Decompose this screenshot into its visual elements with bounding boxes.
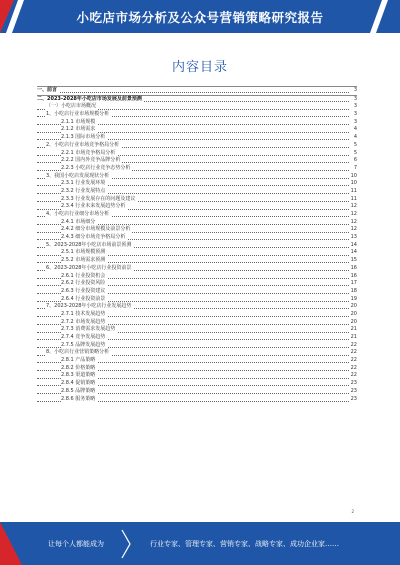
toc-entry-label: 5、2023-2028年小吃店市场前景预测: [46, 241, 132, 248]
toc-entry-label: 2.2.1 市场竞争格局分析: [61, 149, 116, 156]
toc-entry[interactable]: [37, 103, 357, 111]
toc-entry-label: 2.2.2 国内外竞争品牌分析: [61, 157, 121, 164]
toc-entry-page: 23: [350, 387, 357, 394]
toc-entry-page: 10: [350, 172, 357, 179]
toc-entry-label: 2.6.4 行业投资前景: [61, 295, 106, 302]
page-number: 2: [351, 509, 354, 514]
toc-entry-label: 2.4.1 市场细分: [61, 218, 96, 225]
toc-entry-label: 二、2023-2028年小吃店市场发展及前景预测: [37, 95, 142, 102]
toc-entry[interactable]: [37, 311, 357, 319]
toc-entry-label: 2.8.3 渠道策略: [61, 372, 96, 379]
footer-slogan-right: 行业专家、管理专家、营销专家、战略专家、成功企业家……: [150, 540, 339, 548]
toc-entry-page: 3: [349, 87, 357, 95]
toc-entry-label: 6、2023-2028年小吃店行业投资前景: [46, 264, 132, 271]
toc-entry-label: 2.4.3 细分市场竞争格局分析: [61, 234, 126, 241]
toc-entry[interactable]: [37, 203, 357, 211]
toc-entry-page: 5: [349, 150, 357, 158]
toc-entry-page: 23: [350, 395, 357, 402]
toc-entry-page: 23: [350, 380, 357, 387]
page-header: [0, 0, 400, 33]
toc-entry-label: 2.7.5 品牌发展趋势: [61, 341, 106, 348]
toc-entry-label: 2.7.1 技术发展趋势: [61, 310, 106, 317]
toc-entry-label: 2.6.3 行业投资建议: [61, 287, 106, 294]
toc-entry-page: 5: [349, 142, 357, 150]
toc-entry-label: 2.5.2 市场需求预测: [61, 257, 106, 264]
toc-entry-label: 2.1.2 市场需求: [61, 126, 96, 133]
toc-entry[interactable]: [37, 211, 357, 219]
toc-entry[interactable]: [37, 234, 357, 242]
toc-entry-page: 22: [350, 357, 357, 364]
toc-entry[interactable]: [37, 249, 357, 257]
toc-entry-label: 2.3.3 行业发展存在的问题及建议: [61, 195, 136, 202]
toc-entry[interactable]: [37, 372, 357, 380]
toc-entry[interactable]: [37, 326, 357, 334]
toc-entry-page: 17: [350, 280, 357, 287]
toc-entry[interactable]: [37, 165, 357, 173]
toc-entry-page: 15: [350, 257, 357, 264]
toc-entry-label: 2.6.1 行业投资机会: [61, 272, 106, 279]
page-footer: [0, 522, 400, 565]
toc-entry-label: 2.2.3 小吃店行业竞争态势分析: [61, 164, 131, 171]
toc-entry-label: 一、前言: [37, 87, 58, 93]
toc-entry-page: 4: [349, 134, 357, 142]
toc-entry[interactable]: [37, 334, 357, 342]
toc-entry-label: 2.7.2 市场发展趋势: [61, 318, 106, 325]
toc-entry-page: 11: [350, 195, 357, 202]
toc-entry-page: 13: [350, 234, 357, 241]
toc-entry[interactable]: [37, 280, 357, 288]
toc-entry-page: 10: [350, 180, 357, 187]
toc-entry-page: 4: [349, 126, 357, 134]
toc-entry-label: 2、小吃店行业市场竞争格局分析: [46, 141, 120, 148]
toc-entry-page: 22: [350, 372, 357, 379]
toc-entry[interactable]: [37, 288, 357, 296]
toc-entry-page: 14: [350, 241, 357, 248]
toc-entry-page: 3: [349, 119, 357, 127]
toc-entry[interactable]: [37, 142, 357, 150]
toc-entry-label: 2.4.2 细分市场规模及前景分析: [61, 226, 131, 233]
toc-entry-page: 14: [350, 249, 357, 256]
toc-entry-label: 2.8.4 促销策略: [61, 380, 96, 387]
toc-entry-label: 2.3.4 行业未来发展趋势分析: [61, 203, 126, 210]
toc-entry-label: 2.8.2 价格策略: [61, 364, 96, 371]
toc-entry-label: 7、2023-2028年小吃店行业发展趋势: [46, 303, 132, 310]
toc-leader-dots: [37, 92, 349, 93]
toc-entry[interactable]: [37, 357, 357, 365]
toc-entry[interactable]: [37, 86, 357, 95]
toc-entry-label: 4、小吃店行业细分市场分析: [46, 211, 110, 217]
toc-entry-label: 2.8.6 服务策略: [61, 395, 96, 402]
toc-entry-page: 12: [350, 226, 357, 233]
toc-entry-label: 2.8.5 品牌策略: [61, 387, 96, 394]
toc-entry-page: 12: [350, 211, 357, 217]
toc-entry-label: 2.3.2 行业发展特点: [61, 187, 106, 194]
toc-entry-label: 2.3.1 行业发展环境: [61, 180, 106, 187]
toc-entry[interactable]: [37, 134, 357, 142]
toc-entry-label: 2.1.1 市场规模: [61, 118, 96, 125]
toc-entry-page: 12: [350, 203, 357, 210]
toc-entry-label: （一）小吃店市场概况: [46, 103, 97, 110]
toc-entry[interactable]: [37, 396, 357, 404]
footer-slogan-left: 让每个人都能成为: [48, 540, 104, 548]
toc-entry-page: 20: [350, 318, 357, 325]
toc-entry-page: 16: [350, 264, 357, 271]
toc-entry-page: 3: [349, 111, 357, 119]
toc-entry-page: 20: [350, 303, 357, 310]
toc-entry-page: 22: [350, 349, 357, 356]
toc-entry-page: 21: [350, 326, 357, 333]
toc-entry-page: 19: [350, 295, 357, 302]
toc-entry-label: 1、小吃店行业市场规模分析: [46, 111, 110, 118]
toc-entry-label: 2.1.3 国际市场分析: [61, 134, 106, 141]
toc-entry[interactable]: [37, 188, 357, 196]
toc-entry[interactable]: [37, 180, 357, 188]
toc-entry-page: 22: [350, 341, 357, 348]
toc-entry-page: 16: [350, 272, 357, 279]
toc-entry-page: 21: [350, 334, 357, 340]
toc-heading: 内容目录: [171, 60, 228, 75]
toc-entry[interactable]: [37, 157, 357, 165]
table-of-contents: [37, 86, 357, 403]
toc-entry-page: 18: [350, 287, 357, 294]
toc-entry-label: 3、我国小吃店发展现状分析: [46, 172, 110, 179]
toc-entry-label: 2.5.1 市场规模预测: [61, 249, 106, 256]
toc-entry-label: 2.8.1 产品策略: [61, 357, 96, 364]
toc-entry-label: 2.7.4 竞争发展趋势: [61, 334, 106, 340]
report-title: 小吃店市场分析及公众号营销策略研究报告: [76, 10, 324, 25]
toc-entry[interactable]: [37, 388, 357, 396]
toc-entry[interactable]: [37, 111, 357, 119]
toc-entry[interactable]: [37, 265, 357, 273]
toc-entry[interactable]: [37, 126, 357, 134]
toc-entry-page: 22: [350, 364, 357, 371]
toc-entry-label: 8、小吃店行业营销策略分析: [46, 349, 110, 356]
toc-entry-label: 2.6.2 行业投资风险: [61, 280, 106, 287]
toc-entry-page: 11: [350, 187, 357, 194]
toc-entry[interactable]: [37, 303, 357, 311]
toc-entry[interactable]: [37, 349, 357, 357]
toc-entry-page: 6: [349, 157, 357, 165]
toc-entry-page: 12: [350, 218, 357, 225]
chevron-right-icon: [121, 529, 131, 559]
toc-entry-page: 3: [349, 103, 357, 111]
toc-entry-page: 7: [349, 165, 357, 173]
toc-entry[interactable]: [37, 257, 357, 265]
toc-entry-page: 3: [349, 96, 357, 104]
toc-entry-label: 2.7.3 消费需求发展趋势: [61, 326, 116, 333]
toc-entry[interactable]: [37, 226, 357, 234]
toc-entry-page: 20: [350, 310, 357, 317]
footer-red-accent: [0, 522, 22, 565]
toc-entry[interactable]: [37, 380, 357, 388]
